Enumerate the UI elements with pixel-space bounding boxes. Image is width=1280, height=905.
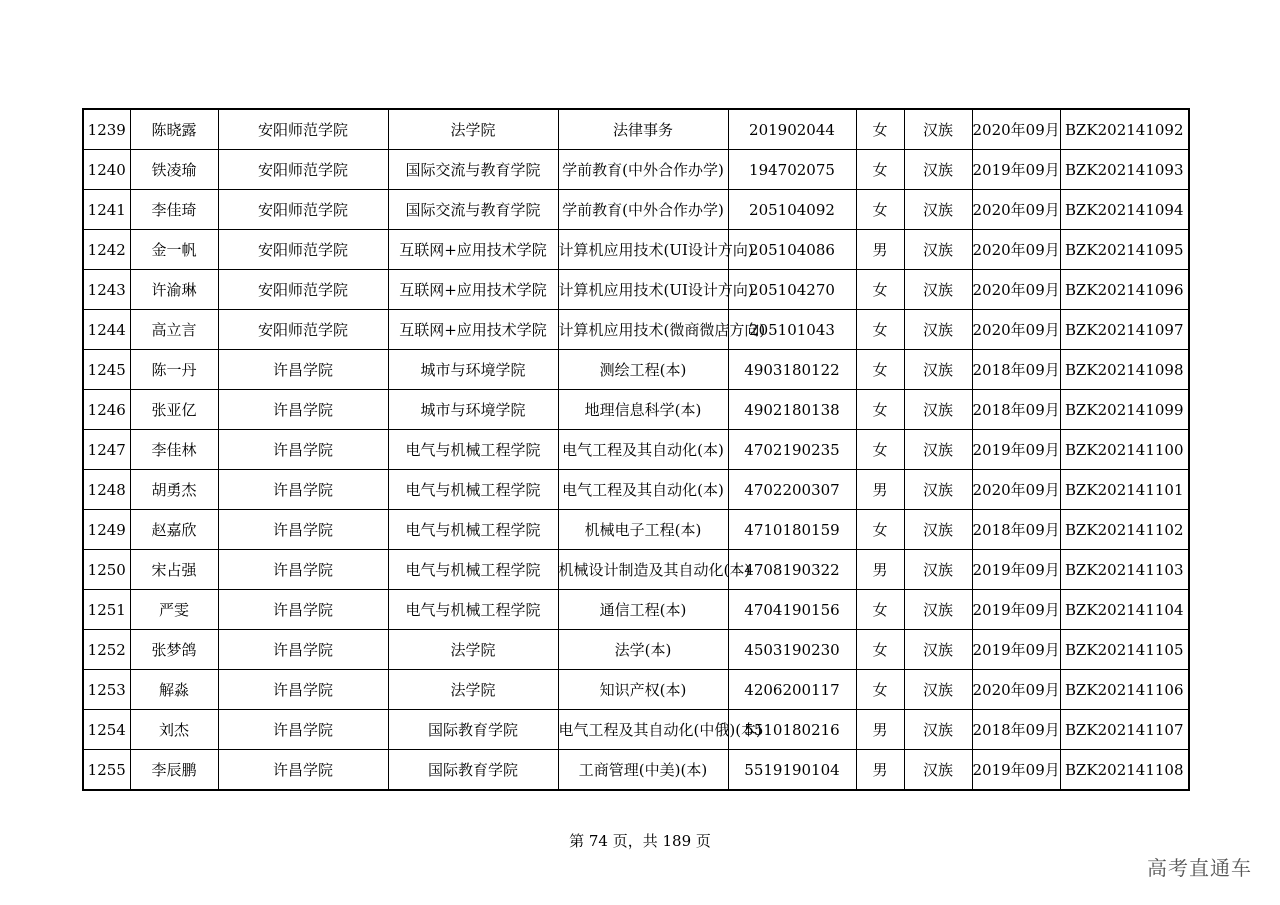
row-number-cell: 1251 — [83, 590, 130, 630]
row-number-cell: 1240 — [83, 150, 130, 190]
school-name-cell: 安阳师范学院 — [218, 230, 388, 270]
school-name-cell: 许昌学院 — [218, 390, 388, 430]
table-row — [83, 750, 1189, 791]
school-name-cell: 许昌学院 — [218, 510, 388, 550]
student-name-cell: 张亚亿 — [130, 390, 218, 430]
table-row — [83, 230, 1189, 270]
school-name-cell: 安阳师范学院 — [218, 109, 388, 150]
watermark-logo: 高考直通车 — [1147, 856, 1252, 880]
major-name-cell: 机械设计制造及其自动化(本) — [558, 550, 728, 590]
gender-cell: 女 — [856, 430, 904, 470]
roster-body — [83, 109, 1189, 790]
student-name-cell: 陈一丹 — [130, 350, 218, 390]
table-row — [83, 470, 1189, 510]
table-row — [83, 630, 1189, 670]
gender-cell: 女 — [856, 109, 904, 150]
school-name-cell: 安阳师范学院 — [218, 150, 388, 190]
college-name-cell: 电气与机械工程学院 — [388, 510, 558, 550]
enrollment-date-cell: 2019年09月 — [972, 550, 1060, 590]
ethnicity-cell: 汉族 — [904, 430, 972, 470]
student-name-cell: 宋占强 — [130, 550, 218, 590]
college-name-cell: 法学院 — [388, 670, 558, 710]
ethnicity-cell: 汉族 — [904, 310, 972, 350]
table-row — [83, 310, 1189, 350]
college-name-cell: 互联网+应用技术学院 — [388, 270, 558, 310]
record-code-cell: BZK202141096 — [1060, 270, 1189, 310]
record-code-cell: BZK202141097 — [1060, 310, 1189, 350]
record-code-cell: BZK202141100 — [1060, 430, 1189, 470]
gender-cell: 男 — [856, 750, 904, 791]
school-name-cell: 许昌学院 — [218, 670, 388, 710]
enrollment-date-cell: 2020年09月 — [972, 470, 1060, 510]
record-code-cell: BZK202141103 — [1060, 550, 1189, 590]
table-row — [83, 670, 1189, 710]
table-row — [83, 390, 1189, 430]
enrollment-date-cell: 2020年09月 — [972, 270, 1060, 310]
student-name-cell: 解淼 — [130, 670, 218, 710]
student-name-cell: 金一帆 — [130, 230, 218, 270]
major-name-cell: 法律事务 — [558, 109, 728, 150]
record-code-cell: BZK202141107 — [1060, 710, 1189, 750]
ethnicity-cell: 汉族 — [904, 390, 972, 430]
enrollment-date-cell: 2019年09月 — [972, 750, 1060, 791]
student-name-cell: 李佳琦 — [130, 190, 218, 230]
ethnicity-cell: 汉族 — [904, 550, 972, 590]
school-name-cell: 安阳师范学院 — [218, 270, 388, 310]
student-name-cell: 赵嘉欣 — [130, 510, 218, 550]
enrollment-date-cell: 2020年09月 — [972, 190, 1060, 230]
college-name-cell: 城市与环境学院 — [388, 350, 558, 390]
page-footer: 第 74 页，共 189 页 — [569, 832, 711, 850]
major-name-cell: 法学(本) — [558, 630, 728, 670]
gender-cell: 男 — [856, 470, 904, 510]
college-name-cell: 互联网+应用技术学院 — [388, 310, 558, 350]
record-code-cell: BZK202141101 — [1060, 470, 1189, 510]
college-name-cell: 电气与机械工程学院 — [388, 470, 558, 510]
enrollment-date-cell: 2019年09月 — [972, 150, 1060, 190]
ethnicity-cell: 汉族 — [904, 190, 972, 230]
student-name-cell: 严雯 — [130, 590, 218, 630]
record-code-cell: BZK202141093 — [1060, 150, 1189, 190]
student-id-cell: 194702075 — [728, 150, 856, 190]
row-number-cell: 1243 — [83, 270, 130, 310]
ethnicity-cell: 汉族 — [904, 470, 972, 510]
record-code-cell: BZK202141094 — [1060, 190, 1189, 230]
gender-cell: 女 — [856, 350, 904, 390]
student-name-cell: 李佳林 — [130, 430, 218, 470]
student-id-cell: 205104086 — [728, 230, 856, 270]
gender-cell: 女 — [856, 670, 904, 710]
gender-cell: 男 — [856, 550, 904, 590]
enrollment-date-cell: 2018年09月 — [972, 390, 1060, 430]
school-name-cell: 许昌学院 — [218, 590, 388, 630]
gender-cell: 女 — [856, 310, 904, 350]
row-number-cell: 1242 — [83, 230, 130, 270]
row-number-cell: 1250 — [83, 550, 130, 590]
major-name-cell: 地理信息科学(本) — [558, 390, 728, 430]
student-name-cell: 许渝琳 — [130, 270, 218, 310]
college-name-cell: 国际教育学院 — [388, 710, 558, 750]
roster-table — [82, 108, 1190, 791]
gender-cell: 女 — [856, 590, 904, 630]
major-name-cell: 电气工程及其自动化(中俄)(本) — [558, 710, 728, 750]
ethnicity-cell: 汉族 — [904, 630, 972, 670]
table-row — [83, 550, 1189, 590]
major-name-cell: 计算机应用技术(UI设计方向) — [558, 270, 728, 310]
student-id-cell: 5519190104 — [728, 750, 856, 791]
school-name-cell: 许昌学院 — [218, 550, 388, 590]
ethnicity-cell: 汉族 — [904, 350, 972, 390]
table-row — [83, 109, 1189, 150]
student-id-cell: 4206200117 — [728, 670, 856, 710]
table-row — [83, 590, 1189, 630]
school-name-cell: 安阳师范学院 — [218, 190, 388, 230]
row-number-cell: 1248 — [83, 470, 130, 510]
student-name-cell: 李辰鹏 — [130, 750, 218, 791]
enrollment-date-cell: 2020年09月 — [972, 670, 1060, 710]
college-name-cell: 法学院 — [388, 109, 558, 150]
major-name-cell: 电气工程及其自动化(本) — [558, 470, 728, 510]
table-row — [83, 430, 1189, 470]
gender-cell: 女 — [856, 190, 904, 230]
enrollment-date-cell: 2019年09月 — [972, 590, 1060, 630]
major-name-cell: 电气工程及其自动化(本) — [558, 430, 728, 470]
enrollment-date-cell: 2019年09月 — [972, 630, 1060, 670]
ethnicity-cell: 汉族 — [904, 750, 972, 791]
record-code-cell: BZK202141102 — [1060, 510, 1189, 550]
major-name-cell: 测绘工程(本) — [558, 350, 728, 390]
student-name-cell: 高立言 — [130, 310, 218, 350]
ethnicity-cell: 汉族 — [904, 109, 972, 150]
college-name-cell: 电气与机械工程学院 — [388, 430, 558, 470]
student-name-cell: 张梦鸽 — [130, 630, 218, 670]
student-id-cell: 205104092 — [728, 190, 856, 230]
table-row — [83, 350, 1189, 390]
ethnicity-cell: 汉族 — [904, 270, 972, 310]
school-name-cell: 许昌学院 — [218, 750, 388, 791]
student-id-cell: 205104270 — [728, 270, 856, 310]
college-name-cell: 国际教育学院 — [388, 750, 558, 791]
student-id-cell: 4902180138 — [728, 390, 856, 430]
gender-cell: 女 — [856, 270, 904, 310]
student-name-cell: 刘杰 — [130, 710, 218, 750]
major-name-cell: 通信工程(本) — [558, 590, 728, 630]
gender-cell: 女 — [856, 510, 904, 550]
major-name-cell: 计算机应用技术(微商微店方向) — [558, 310, 728, 350]
college-name-cell: 法学院 — [388, 630, 558, 670]
record-code-cell: BZK202141104 — [1060, 590, 1189, 630]
student-name-cell: 铁凌瑜 — [130, 150, 218, 190]
college-name-cell: 电气与机械工程学院 — [388, 550, 558, 590]
gender-cell: 女 — [856, 390, 904, 430]
gender-cell: 女 — [856, 150, 904, 190]
enrollment-date-cell: 2018年09月 — [972, 510, 1060, 550]
school-name-cell: 许昌学院 — [218, 430, 388, 470]
enrollment-date-cell: 2020年09月 — [972, 109, 1060, 150]
table-row — [83, 510, 1189, 550]
college-name-cell: 城市与环境学院 — [388, 390, 558, 430]
row-number-cell: 1252 — [83, 630, 130, 670]
gender-cell: 女 — [856, 630, 904, 670]
row-number-cell: 1255 — [83, 750, 130, 791]
record-code-cell: BZK202141106 — [1060, 670, 1189, 710]
row-number-cell: 1244 — [83, 310, 130, 350]
gender-cell: 男 — [856, 710, 904, 750]
row-number-cell: 1249 — [83, 510, 130, 550]
student-id-cell: 4503190230 — [728, 630, 856, 670]
school-name-cell: 许昌学院 — [218, 630, 388, 670]
record-code-cell: BZK202141098 — [1060, 350, 1189, 390]
school-name-cell: 许昌学院 — [218, 470, 388, 510]
major-name-cell: 机械电子工程(本) — [558, 510, 728, 550]
record-code-cell: BZK202141105 — [1060, 630, 1189, 670]
row-number-cell: 1246 — [83, 390, 130, 430]
ethnicity-cell: 汉族 — [904, 150, 972, 190]
student-id-cell: 4710180159 — [728, 510, 856, 550]
row-number-cell: 1254 — [83, 710, 130, 750]
row-number-cell: 1241 — [83, 190, 130, 230]
college-name-cell: 电气与机械工程学院 — [388, 590, 558, 630]
gender-cell: 男 — [856, 230, 904, 270]
ethnicity-cell: 汉族 — [904, 590, 972, 630]
table-row — [83, 270, 1189, 310]
major-name-cell: 工商管理(中美)(本) — [558, 750, 728, 791]
enrollment-date-cell: 2018年09月 — [972, 710, 1060, 750]
major-name-cell: 学前教育(中外合作办学) — [558, 190, 728, 230]
student-id-cell: 5510180216 — [728, 710, 856, 750]
student-name-cell: 胡勇杰 — [130, 470, 218, 510]
student-name-cell: 陈晓露 — [130, 109, 218, 150]
school-name-cell: 安阳师范学院 — [218, 310, 388, 350]
enrollment-date-cell: 2020年09月 — [972, 230, 1060, 270]
ethnicity-cell: 汉族 — [904, 510, 972, 550]
student-id-cell: 201902044 — [728, 109, 856, 150]
record-code-cell: BZK202141095 — [1060, 230, 1189, 270]
major-name-cell: 计算机应用技术(UI设计方向) — [558, 230, 728, 270]
ethnicity-cell: 汉族 — [904, 670, 972, 710]
record-code-cell: BZK202141108 — [1060, 750, 1189, 791]
student-id-cell: 4708190322 — [728, 550, 856, 590]
student-id-cell: 4702200307 — [728, 470, 856, 510]
college-name-cell: 国际交流与教育学院 — [388, 190, 558, 230]
record-code-cell: BZK202141092 — [1060, 109, 1189, 150]
table-row — [83, 710, 1189, 750]
table-row — [83, 190, 1189, 230]
table-row — [83, 150, 1189, 190]
enrollment-date-cell: 2020年09月 — [972, 310, 1060, 350]
major-name-cell: 知识产权(本) — [558, 670, 728, 710]
student-id-cell: 205101043 — [728, 310, 856, 350]
college-name-cell: 互联网+应用技术学院 — [388, 230, 558, 270]
enrollment-date-cell: 2019年09月 — [972, 430, 1060, 470]
row-number-cell: 1247 — [83, 430, 130, 470]
school-name-cell: 许昌学院 — [218, 710, 388, 750]
major-name-cell: 学前教育(中外合作办学) — [558, 150, 728, 190]
school-name-cell: 许昌学院 — [218, 350, 388, 390]
ethnicity-cell: 汉族 — [904, 710, 972, 750]
student-id-cell: 4704190156 — [728, 590, 856, 630]
record-code-cell: BZK202141099 — [1060, 390, 1189, 430]
ethnicity-cell: 汉族 — [904, 230, 972, 270]
student-id-cell: 4702190235 — [728, 430, 856, 470]
college-name-cell: 国际交流与教育学院 — [388, 150, 558, 190]
row-number-cell: 1245 — [83, 350, 130, 390]
row-number-cell: 1239 — [83, 109, 130, 150]
enrollment-date-cell: 2018年09月 — [972, 350, 1060, 390]
row-number-cell: 1253 — [83, 670, 130, 710]
student-id-cell: 4903180122 — [728, 350, 856, 390]
